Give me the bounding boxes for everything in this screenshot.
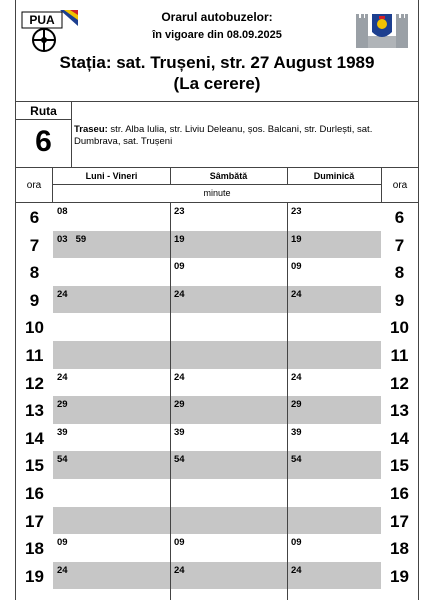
departure-minute: 54 <box>57 454 68 466</box>
minutes-cell <box>57 565 76 576</box>
route-section <box>16 102 418 168</box>
row-band <box>53 369 381 397</box>
table-row <box>16 534 418 562</box>
departure-minute: 08 <box>57 206 68 217</box>
minutes-cell <box>57 234 94 245</box>
minutes-cell <box>291 261 310 272</box>
route-label: Ruta <box>16 102 71 120</box>
minutes-cell <box>291 565 310 576</box>
day-header-sunday: Duminică <box>313 171 355 181</box>
departure-minute: 19 <box>291 233 302 245</box>
ora-label-left: ora <box>26 180 42 191</box>
route-description <box>74 124 414 148</box>
table-row <box>16 258 418 286</box>
hour-label-left: 15 <box>16 451 53 479</box>
header-valid-date: în vigoare din 08.09.2025 <box>152 29 282 41</box>
departure-minute: 23 <box>174 206 185 217</box>
schedule-table <box>16 168 418 600</box>
departure-minute: 24 <box>291 288 302 300</box>
departure-minute: 24 <box>174 288 185 300</box>
hour-label-right: 18 <box>381 534 418 562</box>
hour-label-right: 8 <box>381 258 418 286</box>
hour-label-right: 6 <box>381 203 418 231</box>
departure-minute: 09 <box>174 537 185 549</box>
hour-label-right: 10 <box>381 313 418 341</box>
minutes-cell <box>291 427 310 438</box>
ora-label-right: ora <box>392 180 408 191</box>
hour-label-right: 12 <box>381 369 418 397</box>
minutes-cell <box>57 289 76 300</box>
hour-label-left: 6 <box>16 203 53 231</box>
hour-label-left: 9 <box>16 286 53 314</box>
minutes-cell <box>57 372 76 383</box>
departure-minute: 59 <box>75 233 87 245</box>
hour-label-right: 14 <box>381 424 418 452</box>
row-band <box>53 507 381 535</box>
minutes-cell <box>291 206 310 217</box>
departure-minute: 29 <box>291 399 302 411</box>
minute-label: minute <box>203 188 231 198</box>
row-band <box>53 203 381 231</box>
minutes-cell <box>174 206 193 217</box>
hour-label-left: 11 <box>16 341 53 369</box>
minutes-cell <box>57 206 76 217</box>
departure-minute: 03 <box>57 233 68 245</box>
departure-minute: 24 <box>57 564 68 576</box>
traseu-label: Traseu: <box>74 124 108 135</box>
hour-label-left: 7 <box>16 231 53 259</box>
chisinau-crest-icon <box>352 10 412 50</box>
minutes-cell <box>57 537 76 548</box>
table-row <box>16 231 418 259</box>
minutes-cell <box>174 427 193 438</box>
table-row <box>16 313 418 341</box>
minutes-cell <box>291 399 310 410</box>
hour-label-left: 8 <box>16 258 53 286</box>
day-header-saturday: Sâmbătă <box>209 171 248 181</box>
departure-minute: 54 <box>174 454 185 466</box>
station-title <box>16 52 418 94</box>
hour-label-right: 9 <box>381 286 418 314</box>
minutes-cell <box>174 289 193 300</box>
traseu-stops: str. Alba Iulia, str. Liviu Deleanu, șos. Balcani, str. Durlești, sat. Dumbrava, sat. Trușeni <box>74 124 373 147</box>
table-row <box>16 203 418 231</box>
minutes-cell <box>57 454 76 465</box>
departure-minute: 24 <box>291 564 302 576</box>
departure-minute: 39 <box>291 426 302 438</box>
table-row <box>16 451 418 479</box>
row-band <box>53 231 381 259</box>
table-row <box>16 369 418 397</box>
row-band <box>53 424 381 452</box>
hour-label-left: 14 <box>16 424 53 452</box>
row-band <box>53 341 381 369</box>
day-header-weekdays: Luni - Vineri <box>85 171 138 181</box>
departure-minute: 24 <box>174 371 185 383</box>
hour-label-right: 19 <box>381 562 418 590</box>
departure-minute: 54 <box>291 454 302 466</box>
route-box <box>16 102 72 168</box>
row-band <box>53 258 381 286</box>
departure-minute: 09 <box>57 537 68 549</box>
departure-minute: 29 <box>57 399 68 411</box>
departure-minute: 24 <box>57 288 68 300</box>
hour-label-right: 11 <box>381 341 418 369</box>
minutes-cell <box>291 234 310 245</box>
header-caption: Orarul autobuzelor: <box>161 10 273 24</box>
minutes-cell <box>57 427 76 438</box>
minutes-cell <box>174 234 193 245</box>
timetable-page <box>15 0 419 600</box>
minutes-cell <box>291 454 310 465</box>
row-band <box>53 479 381 507</box>
departure-minute: 39 <box>57 426 68 438</box>
departure-minute: 24 <box>57 371 68 383</box>
minutes-cell <box>174 565 193 576</box>
timetable-header <box>16 0 418 102</box>
hour-label-left: 18 <box>16 534 53 562</box>
day-headers <box>53 168 381 185</box>
row-band <box>53 286 381 314</box>
table-row <box>16 479 418 507</box>
row-band <box>53 534 381 562</box>
row-band <box>53 451 381 479</box>
hour-label-right: 16 <box>381 479 418 507</box>
hour-label-left: 13 <box>16 396 53 424</box>
departure-minute: 39 <box>174 426 185 438</box>
minutes-cell <box>174 372 193 383</box>
table-row <box>16 341 418 369</box>
route-number: 6 <box>35 125 52 158</box>
table-row <box>16 507 418 535</box>
minutes-cell <box>174 537 193 548</box>
table-row <box>16 286 418 314</box>
hour-label-right: 7 <box>381 231 418 259</box>
departure-minute: 24 <box>174 564 185 576</box>
minutes-cell <box>291 372 310 383</box>
departure-minute: 24 <box>291 371 302 383</box>
minutes-cell <box>174 261 193 272</box>
table-row <box>16 562 418 590</box>
row-band <box>53 396 381 424</box>
minutes-cell <box>174 399 193 410</box>
departure-minute: 23 <box>291 206 302 217</box>
logo-text: PUA <box>29 13 55 27</box>
hour-label-left: 12 <box>16 369 53 397</box>
hour-label-right: 15 <box>381 451 418 479</box>
row-band <box>53 313 381 341</box>
minutes-cell <box>174 454 193 465</box>
departure-minute: 09 <box>291 261 302 273</box>
departure-minute: 09 <box>174 261 185 273</box>
departure-minute: 09 <box>291 537 302 549</box>
minutes-cell <box>291 289 310 300</box>
row-band <box>53 562 381 590</box>
hour-label-left: 19 <box>16 562 53 590</box>
minutes-cell <box>57 399 76 410</box>
table-row <box>16 424 418 452</box>
hour-label-left: 10 <box>16 313 53 341</box>
station-note: (La cerere) <box>173 74 261 93</box>
hour-label-left: 17 <box>16 507 53 535</box>
departure-minute: 29 <box>174 399 185 411</box>
hour-label-right: 13 <box>381 396 418 424</box>
hour-label-left: 16 <box>16 479 53 507</box>
table-row <box>16 396 418 424</box>
station-name: Stația: sat. Trușeni, str. 27 August 1989 <box>59 53 375 72</box>
hour-label-right: 17 <box>381 507 418 535</box>
departure-minute: 19 <box>174 233 185 245</box>
minutes-cell <box>291 537 310 548</box>
